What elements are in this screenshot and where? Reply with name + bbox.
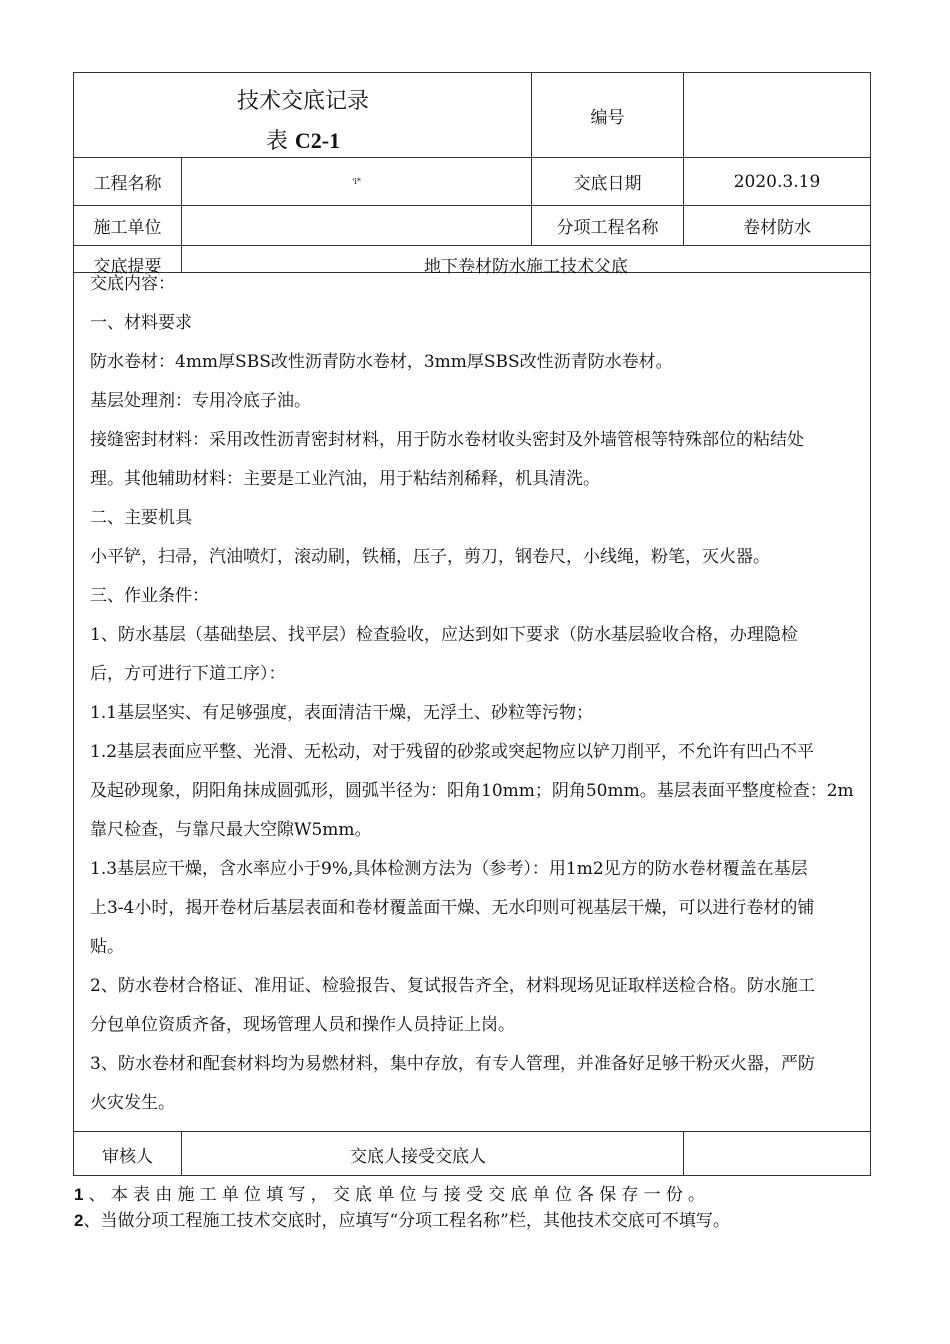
- subproject-label: 分项工程名称: [556, 218, 659, 238]
- footnote-number: 2: [74, 1211, 84, 1230]
- content-line: 及起砂现象，阴阳角抹成圆弧形，圆弧半径为：阳角10mm；阴角50mm。基层表面平整度检查：2m: [90, 781, 854, 801]
- content-line: 火灾发生。: [90, 1093, 175, 1113]
- content-line: 一、材料要求: [90, 313, 192, 333]
- summary-value: 地下卷材防水施工技术父底: [424, 256, 628, 277]
- content-line: 接缝密封材料：采用改性沥青密封材料，用于防水卷材收头密封及外墙管根等特殊部位的粘结处: [90, 430, 804, 450]
- project-name-value: 'i*: [352, 177, 361, 186]
- content-line: 分包单位资质齐备，现场管理人员和操作人员持证上岗。: [90, 1015, 515, 1035]
- row-divider: [73, 245, 871, 246]
- reviewer-label: 审核人: [102, 1146, 153, 1167]
- form-prefix: 表: [265, 129, 288, 154]
- number-label: 编号: [590, 107, 625, 128]
- form-code-value: C2-1: [294, 128, 341, 153]
- content-line: 理。其他辅助材料：主要是工业汽油，用于粘结剂稀释，机具清洗。: [90, 469, 600, 489]
- number-value: [684, 73, 870, 157]
- content-line: 上3-4小时，揭开卷材后基层表面和卷材覆盖面干燥、无水印则可视基层干燥，可以进行卷材的铺: [90, 898, 815, 918]
- content-line: 2、防水卷材合格证、准用证、检验报告、复试报告齐全，材料现场见证取样送检合格。防水施工: [90, 976, 815, 996]
- content-line: 1、防水基层（基础垫层、找平层）检查验收，应达到如下要求（防水基层验收合格，办理隐检: [90, 625, 798, 645]
- discloser-receiver-label: 交底人接受交底人: [350, 1146, 486, 1167]
- summary-label: 交底提要: [93, 256, 162, 277]
- project-name-label: 工程名称: [93, 174, 162, 194]
- form-code: [74, 124, 532, 155]
- content-line: 3、防水卷材和配套材料均为易燃材料，集中存放，有专人管理，并准备好足够干粉灭火器，严防: [90, 1054, 815, 1074]
- footnote-number: 1: [74, 1185, 89, 1204]
- content-line: 防水卷材：4mm厚SBS改性沥青防水卷材，3mm厚SBS改性沥青防水卷材。: [90, 352, 673, 372]
- disclosure-content: [90, 265, 860, 1123]
- date-label: 交底日期: [573, 174, 642, 194]
- signature-value: [684, 1132, 870, 1176]
- content-line: 1.1基层坚实、有足够强度，表面清洁干燥，无浮土、砂粒等污物；: [90, 703, 594, 723]
- construction-unit-value: [182, 206, 531, 245]
- footnote-2: [74, 1206, 874, 1231]
- content-line: 1.2基层表面应平整、光滑、无松动，对于残留的砂浆或突起物应以铲刀削平，不允许有凹凸不平: [90, 742, 815, 762]
- subproject-value: 卷材防水: [743, 218, 811, 238]
- construction-unit-label: 施工单位: [93, 218, 162, 238]
- content-line: 交底内容：: [90, 274, 175, 294]
- content-line: 后，方可进行下道工序）：: [90, 664, 286, 684]
- content-line: 贴。: [90, 937, 124, 957]
- footnote-1: [74, 1180, 874, 1205]
- footnote-text: 、当做分项工程施工技术交底时，应填写“分项工程名称”栏，其他技术交底可不填写。: [83, 1211, 730, 1231]
- content-line: 小平铲，扫帚，汽油喷灯，滚动刷，铁桶，压子，剪刀，钢卷尺，小线绳，粉笔，灭火器。: [90, 547, 770, 567]
- document-title: 技术交底记录: [236, 89, 369, 114]
- content-line: 三、作业条件：: [90, 586, 209, 606]
- content-line: 靠尺检查，与靠尺最大空隙W5mm。: [90, 820, 372, 840]
- content-line: 1.3基层应干燥，含水率应小于9%,具体检测方法为（参考）：用1m2见方的防水卷材覆盖在基层: [90, 859, 808, 879]
- content-line: 二、主要机具: [90, 508, 192, 528]
- date-value: 2020.3.19: [733, 171, 821, 192]
- footnote-text: 、本表由施工单位填写，交底单位与接受交底单位各保存一份。: [88, 1185, 711, 1205]
- content-line: 基层处理剂：专用冷底子油。: [90, 391, 311, 411]
